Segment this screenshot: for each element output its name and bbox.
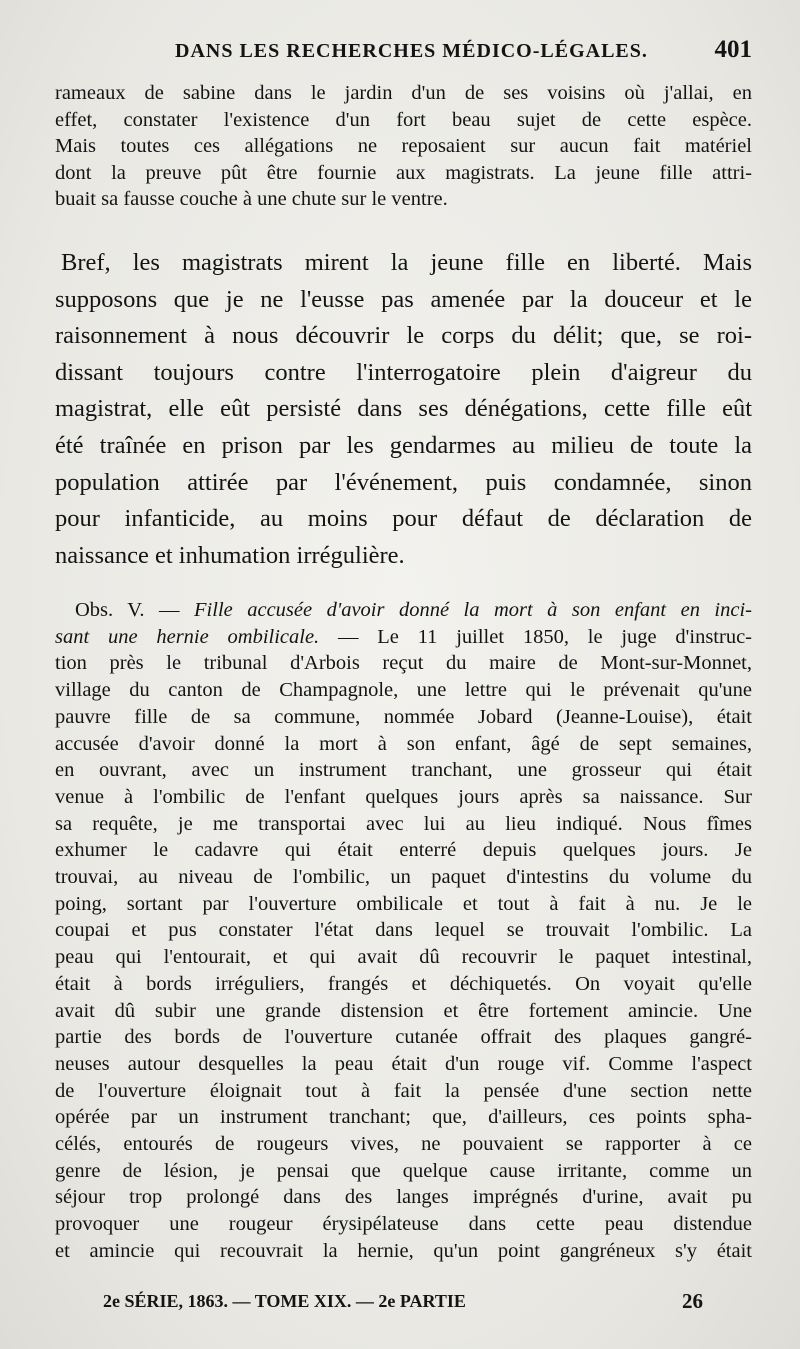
paragraph-conclusion xyxy=(55,245,752,574)
text-line: pauvre fille de sa commune, nommée Jobard (Jeanne-Louise), était xyxy=(55,705,752,728)
observation-heading-line: Obs. V. — Fille accusée d'avoir donné la mort à son enfant en inci- xyxy=(75,599,752,621)
printer-signature: 2e SÉRIE, 1863. — TOME XIX. — 2e PARTIE xyxy=(103,1291,466,1311)
text-line: raisonnement à nous découvrir le corps du délit; que, se roi- xyxy=(55,322,752,350)
text-line: et amincie qui recouvrait la hernie, qu'un point gangréneux s'y était xyxy=(55,1239,752,1262)
text-line: était à bords irréguliers, frangés et déchiquetés. On voyait qu'elle xyxy=(55,972,752,995)
text-line xyxy=(55,624,752,651)
text-line: genre de lésion, je pensai que quelque cause irritante, comme un xyxy=(55,1159,752,1182)
text-line: coupai et pus constater l'état dans lequel se trouvait l'ombilic. La xyxy=(55,919,752,942)
text-line: magistrat, elle eût persisté dans ses dénégations, cette fille eût xyxy=(55,395,752,423)
text-line: neuses autour desquelles la peau était d'un rouge vif. Comme l'aspect xyxy=(55,1052,752,1075)
text-line: avait dû subir une grande distension et être fortement amincie. Une xyxy=(55,999,752,1022)
observation-label: Obs. V. xyxy=(75,599,145,621)
text-line: célés, entourés de rougeurs vives, ne pouvaient se rapporter à ce xyxy=(55,1133,752,1156)
text-line: séjour trop prolongé dans des langes imprégnés d'urine, avait pu xyxy=(55,1186,752,1209)
text-line: accusée d'avoir donné la mort à son enfant, âgé de sept semaines, xyxy=(55,732,752,755)
text-line: population attirée par l'événement, puis condamnée, sinon xyxy=(55,468,752,496)
text-line: de l'ouverture éloignait tout à fait la pensée d'une section nette xyxy=(55,1079,752,1102)
observation-title-continued: sant une hernie ombilicale. xyxy=(55,625,320,648)
text-line: tion près le tribunal d'Arbois reçut du maire de Mont-sur-Monnet, xyxy=(55,652,752,675)
text-line: exhumer le cadavre qui était enterré depuis quelques jours. Je xyxy=(55,839,752,862)
text-line: supposons que je ne l'eusse pas amenée par la douceur et le xyxy=(55,285,752,313)
text-line: été traînée en prison par les gendarmes au milieu de toute la xyxy=(55,431,752,459)
text-line: pour infanticide, au moins pour défaut de déclaration de xyxy=(55,505,752,533)
text-line: Mais toutes ces allégations ne reposaient sur aucun fait matériel xyxy=(55,135,752,157)
text-line: provoquer une rougeur érysipélateuse dans cette peau distendue xyxy=(55,1213,752,1236)
text-line: buait sa fausse couche à une chute sur le ventre. xyxy=(55,188,448,210)
text-line: partie des bords de l'ouverture cutanée offrait des plaques gangré- xyxy=(55,1026,752,1049)
text-line: village du canton de Champagnole, une lettre qui le prévenait qu'une xyxy=(55,679,752,702)
observation-text: — Le 11 juillet 1850, le juge d'instruc- xyxy=(337,625,752,648)
text-line: effet, constater l'existence d'un fort beau sujet de cette espèce. xyxy=(55,108,752,131)
page-number: 401 xyxy=(714,36,752,63)
text-line: peau qui l'entourait, et qui avait dû recouvrir le paquet intestinal, xyxy=(55,946,752,969)
text-line: rameaux de sabine dans le jardin d'un de ses voisins où j'allai, en xyxy=(55,82,752,104)
text-line: poing, sortant par l'ouverture ombilicale et tout à fait à nu. Je le xyxy=(55,892,752,915)
text-line: dont la preuve pût être fournie aux magistrats. La jeune fille attri- xyxy=(55,161,752,184)
text-line: dissant toujours contre l'interrogatoire plein d'aigreur du xyxy=(55,358,752,386)
page-footer xyxy=(103,1289,703,1319)
text-line: venue à l'ombilic de l'enfant quelques jours après sa naissance. Sur xyxy=(55,785,752,808)
text-line: trouvai, au niveau de l'ombilic, un paquet d'intestins du volume du xyxy=(55,866,752,889)
observation-title: Fille accusée d'avoir donné la mort à son enfant en inci- xyxy=(194,599,752,621)
paragraph-continuation xyxy=(55,80,752,213)
observation-v xyxy=(55,597,752,1265)
text-line: sa requête, je me transportai avec lui au lieu indiqué. Nous fîmes xyxy=(55,812,752,835)
sheet-number: 26 xyxy=(682,1289,703,1313)
text-line: opérée par un instrument tranchant; que, d'ailleurs, ces points spha- xyxy=(55,1106,752,1129)
text-line: Bref, les magistrats mirent la jeune fille en liberté. Mais xyxy=(61,249,752,276)
page-header xyxy=(55,34,752,74)
text-line: naissance et inhumation irrégulière. xyxy=(55,541,405,569)
running-head: DANS LES RECHERCHES MÉDICO-LÉGALES. xyxy=(175,40,648,62)
text-line: en ouvrant, avec un instrument tranchant, une grosseur qui était xyxy=(55,759,752,782)
